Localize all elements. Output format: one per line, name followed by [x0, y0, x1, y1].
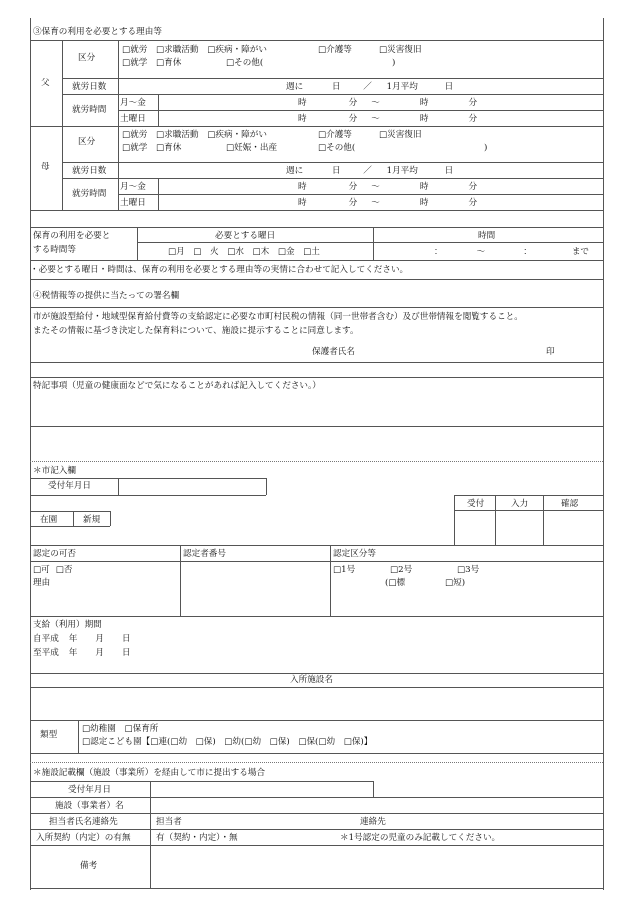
opt-disaster[interactable]: □災害復旧: [379, 130, 422, 140]
fac-person-label: 担当者: [156, 817, 182, 827]
mother-weekday-time[interactable]: 時 分 ～ 時 分: [298, 182, 478, 192]
opt-work[interactable]: □就労: [122, 130, 148, 140]
hours-label-line2: する時間等: [33, 245, 76, 255]
father-weekday-time[interactable]: 時 分 ～ 時 分: [298, 98, 478, 108]
type-options-line2[interactable]: □認定こども園【□連(□幼 □保) □幼(□幼 □保) □保(□幼 □保)】: [82, 737, 373, 747]
period-to[interactable]: 至平成 年 月 日: [33, 648, 131, 658]
section3-title: ③保育の利用を必要とする理由等: [33, 27, 162, 37]
new-label[interactable]: 新規: [83, 515, 101, 525]
father-saturday-time[interactable]: 時 分 ～ 時 分: [298, 114, 478, 124]
enrolled-label[interactable]: 在園: [40, 515, 58, 525]
mother-weekday-label: 月～金: [120, 182, 146, 192]
opt-work[interactable]: □就労: [122, 45, 148, 55]
section4-title: ④税情報等の提供に当たっての署名欄: [33, 291, 180, 301]
mother-label: 母: [41, 162, 50, 172]
father-category-label: 区分: [78, 53, 96, 63]
opt-job-seeking[interactable]: □求職活動: [156, 130, 199, 140]
mother-category-label: 区分: [78, 137, 96, 147]
opt-study[interactable]: □就学: [122, 143, 148, 153]
class2-checkbox[interactable]: □2号: [390, 565, 413, 575]
father-worktime-label: 就労時間: [72, 105, 107, 115]
city-received-date-label: 受付年月日: [48, 481, 91, 491]
fac-contract-options[interactable]: 有（契約・内定）・無: [156, 833, 238, 843]
class1-checkbox[interactable]: □1号: [333, 565, 356, 575]
opt-illness[interactable]: □疾病・障がい: [207, 130, 267, 140]
stamp-confirm: 確認: [561, 499, 579, 509]
opt-other[interactable]: □その他(: [226, 58, 264, 68]
days-header: 必要とする曜日: [215, 231, 276, 241]
approval-label: 認定の可否: [33, 549, 76, 559]
mother-workdays-label: 就労日数: [72, 166, 107, 176]
facility-section-title: ＊施設記載欄（施設（事業所）を経由して市に提出する場合: [33, 768, 266, 778]
hours-label-line1: 保育の利用を必要と: [33, 231, 111, 241]
opt-disaster[interactable]: □災害復旧: [379, 45, 422, 55]
time-header: 時間: [478, 231, 496, 241]
fac-contract-label: 入所契約（内定）の有無: [36, 833, 131, 843]
fac-contract-note: ＊1号認定の児童のみ記載してください。: [340, 833, 501, 843]
period-label: 支給（利用）期間: [33, 620, 102, 630]
fac-name-label: 施設（事業者）名: [55, 801, 124, 811]
approve-checkbox[interactable]: □可: [33, 565, 50, 575]
approval-options[interactable]: [33, 565, 72, 576]
mother-workdays-value[interactable]: 週に 日 ／ 1月平均 日: [286, 166, 454, 176]
father-label: 父: [41, 78, 50, 88]
period-from[interactable]: 自平成 年 月 日: [33, 634, 131, 644]
facility-type-label: 類型: [40, 730, 58, 740]
time-range[interactable]: ： ～ ： まで: [434, 247, 590, 257]
consent-text-line2: またその情報に基づき決定した保育料について、施設に提示することに同意します。: [33, 326, 359, 336]
city-section-title: ＊市記入欄: [33, 466, 76, 476]
cert-class-label: 認定区分等: [333, 549, 376, 559]
seal-mark: 印: [546, 347, 555, 357]
father-category-options-row2[interactable]: [122, 58, 396, 69]
opt-care[interactable]: □介護等: [318, 45, 352, 55]
stamp-received: 受付: [467, 499, 485, 509]
opt-other-close: ): [484, 143, 488, 153]
hours-note: ・必要とする曜日・時間は、保育の利用を必要とする理由等の実情に合わせて記入してください。: [30, 265, 409, 275]
father-weekday-label: 月～金: [120, 98, 146, 108]
opt-childcare-leave[interactable]: □育休: [156, 58, 182, 68]
consent-text-line1: 市が施設型給付・地域型保育給付費等の支給認定に必要な市町村民税の情報（同一世帯者含む）及び世帯情報を閲覧すること。: [33, 312, 523, 322]
fac-received-date-label: 受付年月日: [68, 785, 111, 795]
father-category-options-row1[interactable]: [122, 45, 422, 56]
mother-category-options-row2[interactable]: [122, 143, 488, 154]
short-checkbox[interactable]: □短): [445, 578, 466, 588]
father-saturday-label: 土曜日: [120, 114, 146, 124]
mother-category-options-row1[interactable]: [122, 130, 422, 141]
opt-pregnancy[interactable]: □妊娠・出産: [226, 143, 278, 153]
opt-childcare-leave[interactable]: □育休: [156, 143, 182, 153]
standard-checkbox[interactable]: (□標: [385, 578, 406, 588]
application-form-page: [30, 18, 603, 890]
fac-phone-label: 連絡先: [360, 817, 386, 827]
opt-care[interactable]: □介護等: [318, 130, 352, 140]
mother-saturday-label: 土曜日: [120, 198, 146, 208]
father-workdays-value[interactable]: 週に 日 ／ 1月平均 日: [286, 82, 454, 92]
reason-label: 理由: [33, 578, 51, 588]
fac-contact-label: 担当者氏名連絡先: [49, 817, 118, 827]
opt-job-seeking[interactable]: □求職活動: [156, 45, 199, 55]
deny-checkbox[interactable]: □否: [55, 565, 73, 575]
mother-saturday-time[interactable]: 時 分 ～ 時 分: [298, 198, 478, 208]
special-notes-title: 特記事項（児童の健康面などで気になることがあれば記入してください。）: [33, 381, 321, 391]
opt-study[interactable]: □就学: [122, 58, 148, 68]
stamp-input: 入力: [511, 499, 529, 509]
fac-remarks-label: 備考: [80, 861, 98, 871]
opt-other[interactable]: □その他(: [318, 143, 356, 153]
guardian-name-label: 保護者氏名: [312, 347, 355, 357]
mother-worktime-label: 就労時間: [72, 189, 107, 199]
type-options-line1[interactable]: □幼稚園 □保育所: [82, 724, 159, 734]
days-checkboxes[interactable]: □月 □ 火 □水 □木 □金 □土: [168, 247, 320, 257]
cert-number-label: 認定者番号: [183, 549, 226, 559]
facility-name-label: 入所施設名: [290, 675, 333, 685]
opt-illness[interactable]: □疾病・障がい: [207, 45, 267, 55]
class3-checkbox[interactable]: □3号: [457, 565, 480, 575]
opt-other-close: ): [392, 58, 396, 68]
father-workdays-label: 就労日数: [72, 82, 107, 92]
